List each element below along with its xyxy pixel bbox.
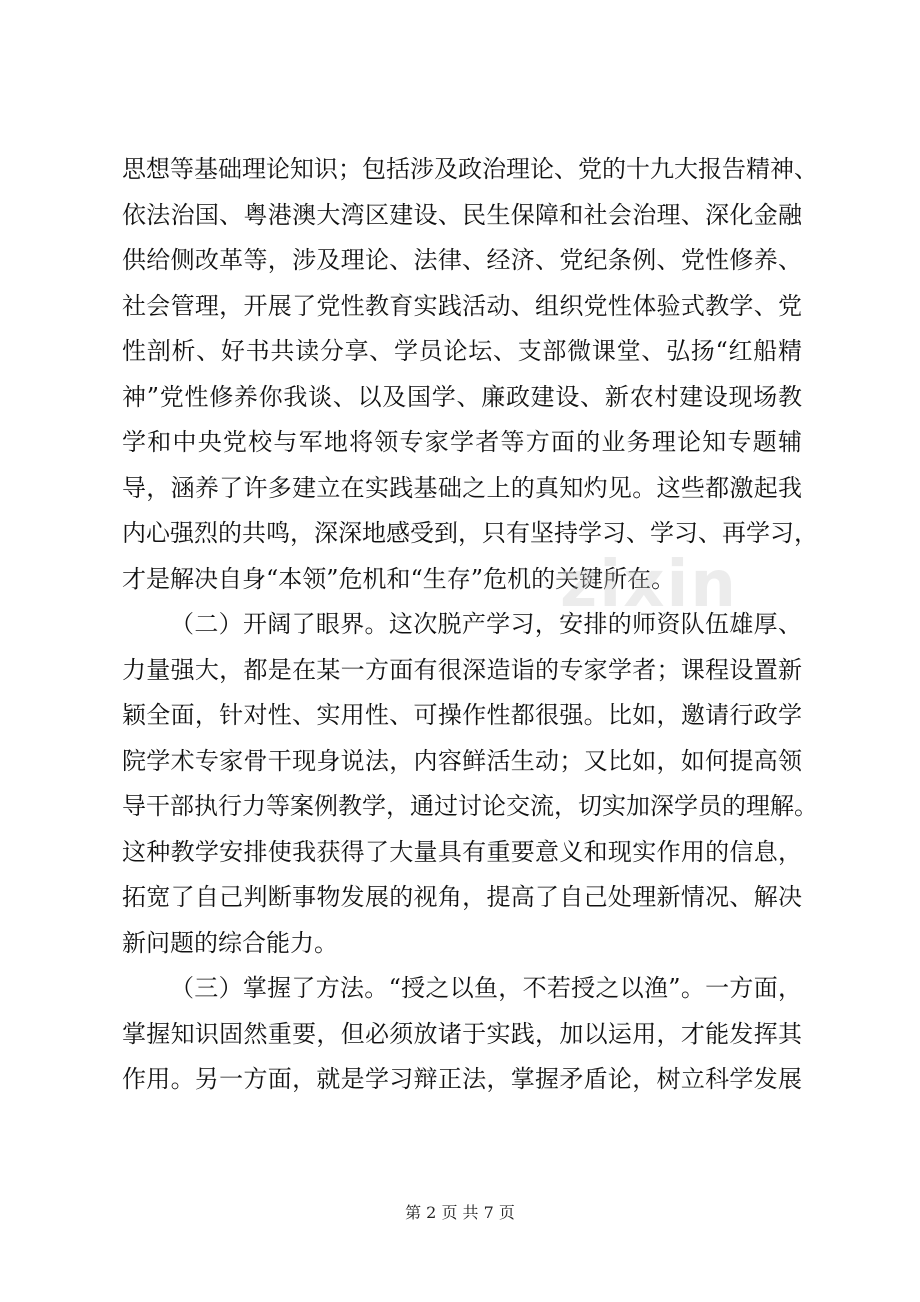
text-line: 思想等基础理论知识；包括涉及政治理论、党的十九大报告精神、 <box>122 155 818 183</box>
text-line: 学和中央党校与军地将领专家学者等方面的业务理论知专题辅 <box>122 428 802 456</box>
text-line: 依法治国、粤港澳大湾区建设、民生保障和社会治理、深化金融 <box>122 200 802 229</box>
page-number-footer: 第 2 页 共 7 页 <box>405 1203 515 1222</box>
text-line: 拓宽了自己判断事物发展的视角，提高了自己处理新情况、解决 <box>122 883 802 911</box>
body-text <box>122 147 818 1103</box>
text-line: 新问题的综合能力。 <box>122 928 338 957</box>
paragraph-start-line: （二）开阔了眼界。这次脱产学习，安排的师资队伍雄厚、 <box>170 610 802 638</box>
text-line: 内心强烈的共鸣，深深地感受到，只有坚持学习、学习、再学习， <box>122 519 818 547</box>
text-line: 神”党性修养你我谈、以及国学、廉政建设、新农村建设现场教 <box>122 382 802 411</box>
text-line: 社会管理，开展了党性教育实践活动、组织党性体验式教学、党 <box>122 291 802 320</box>
text-line: 供给侧改革等，涉及理论、法律、经济、党纪条例、党性修养、 <box>122 246 802 274</box>
text-line: 性剖析、好书共读分享、学员论坛、支部微课堂、弘扬“红船精 <box>122 337 802 365</box>
watermark-text: zixin <box>560 548 738 622</box>
text-line: 导干部执行力等案例教学，通过讨论交流，切实加深学员的理解。 <box>122 792 818 820</box>
text-line: 掌握知识固然重要，但必须放诸于实践，加以运用，才能发挥其 <box>122 1019 802 1048</box>
text-line: 作用。另一方面，就是学习辩正法，掌握矛盾论，树立科学发展 <box>122 1065 802 1093</box>
text-line: 这种教学安排使我获得了大量具有重要意义和现实作用的信息， <box>122 837 802 866</box>
text-line: 院学术专家骨干现身说法，内容鲜活生动；又比如，如何提高领 <box>122 746 802 775</box>
text-line: 力量强大，都是在某一方面有很深造诣的专家学者；课程设置新 <box>122 655 802 684</box>
text-line: 导，涵养了许多建立在实践基础之上的真知灼见。这些都激起我 <box>122 473 802 502</box>
text-line: 颖全面，针对性、实用性、可操作性都很强。比如，邀请行政学 <box>122 701 802 729</box>
text-line: 才是解决自身“本领”危机和“生存”危机的关键所在。 <box>122 564 676 593</box>
paragraph-start-line: （三）掌握了方法。“授之以鱼，不若授之以渔”。一方面， <box>170 974 802 1002</box>
